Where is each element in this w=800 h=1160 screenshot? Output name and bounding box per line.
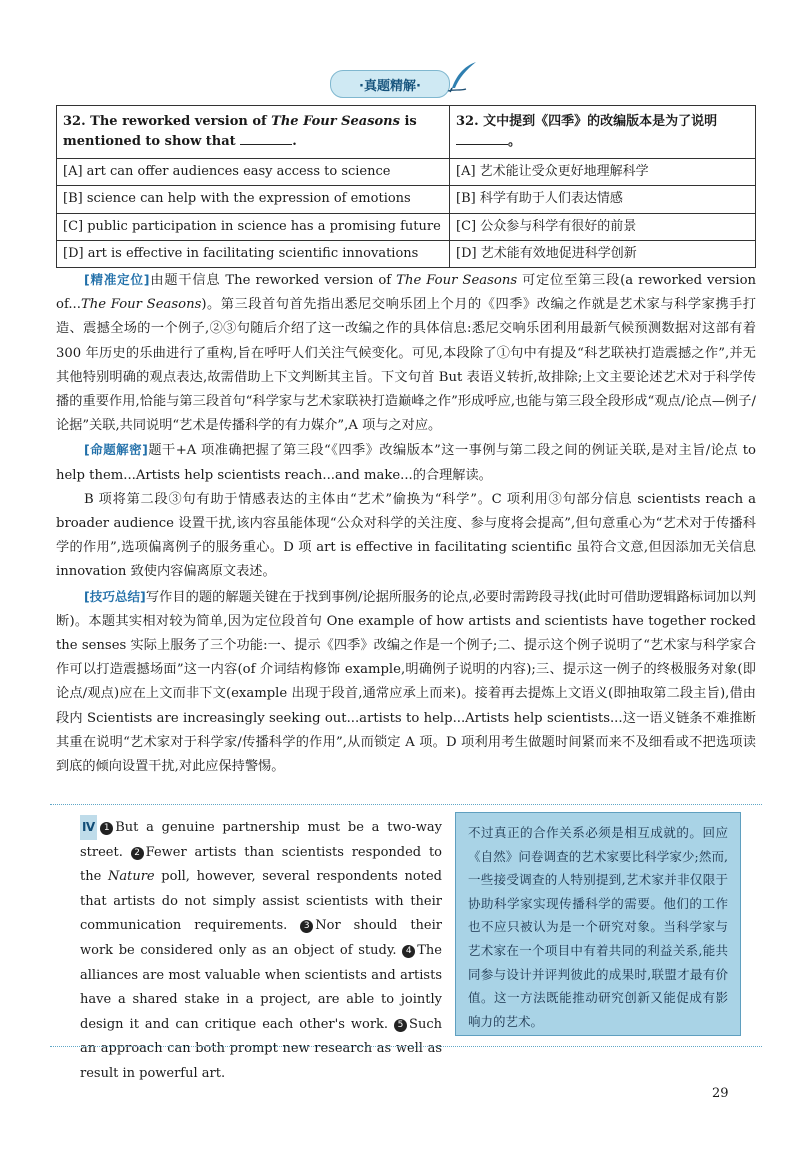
question-stem-row <box>57 106 756 159</box>
answer-analysis <box>56 268 756 779</box>
option-zh: [B] 科学有助于人们表达情感 <box>450 186 756 213</box>
analysis-locate: [精准定位]由题干信息 The reworked version of The Four Seasons 可定位至第三段(a reworked version of...The Four Seasons)。第三段首句首先指出悉尼交响乐团上个月的《四季》改编之作就是艺术家与科学家携手打造、震撼全场的一个例子,②③句随后介绍了这一改编之作的具体信息:悉尼交响乐团利用最新气候预测数据对这部有着 300 年历史的乐曲进行了重构,旨在呼吁人们关注气候变化。可见,本段除了①句中有提及“科艺联袂打造震撼之作”,并无其他特别明确的观点表达,故需借助上下文判断其主旨。下文句首 But 表语义转折,故排除;上文主要论述艺术对于科学传播的重要作用,恰能与第三段首句“科学家与艺术家联袂打造巅峰之作”形成呼应,也能与第三段全段形成“观点/论点—例子/论据”关联,共同说明“艺术是传播科学的有力媒介”,A 项与之对应。 <box>56 272 757 434</box>
question-stem-en: 32. The reworked version of The Four Seasons is mentioned to show that . <box>57 106 450 159</box>
sentence-number: 4 <box>402 945 415 958</box>
option-row-c <box>57 213 756 240</box>
tag-locate: [精准定位] <box>84 272 150 287</box>
sentence-number: 2 <box>131 847 144 860</box>
analysis-distractors: B 项将第二段③句有助于情感表达的主体由“艺术”偷换为“科学”。C 项利用③句部分信息 scientists reach a broader audience 设置干扰,该内容虽能体现“公众对科学的关注度、参与度将会提高”,但句意重心为“艺术对于传播科学的作用”,选项偏离例子的服务重心。D 项 art is effective in facilitating scientific 虽符合文意,但因添加无关信息 innovation 致使内容偏离原文表述。 <box>56 491 757 580</box>
answer-blank <box>456 134 508 145</box>
option-row-d <box>57 240 756 267</box>
option-en: [B] science can help with the expression of emotions <box>57 186 450 213</box>
option-en: [A] art can offer audiences easy access to science <box>57 159 450 186</box>
sentence-number: 3 <box>300 920 313 933</box>
option-zh: [D] 艺术能有效地促进科学创新 <box>450 240 756 267</box>
passage-paragraph: Ⅳ 1 But a genuine partnership must be a two-way street. 2 Fewer artists than scientists responded to the Nature poll, however, several respondents noted that artists do not simply assist scientists with their communication requirements. 3 Nor should their work be considered only as an object of study. 4 The alliances are most valuable when scientists and artists have a shared stake in a project, are able to jointly design it and can critique each other's work. 5 Such an approach can both prompt new research as well as result in powerful art. <box>80 815 442 1087</box>
paragraph-number-badge: Ⅳ <box>80 815 97 840</box>
option-en: [C] public participation in science has a promising future <box>57 213 450 240</box>
option-zh: [A] 艺术能让受众更好地理解科学 <box>450 159 756 186</box>
divider-bottom <box>50 1046 762 1047</box>
sentence-number: 1 <box>100 822 113 835</box>
translation-box: 不过真正的合作关系必须是相互成就的。回应《自然》问卷调查的艺术家要比科学家少;然而,一些接受调查的人特别提到,艺术家并非仅限于协助科学家实现传播科学的需要。他们的工作也不应只被认为是一个研究对象。当科学家与艺术家在一个项目中有着共同的利益关系,能共同参与设计并评判彼此的成果时,联盟才最有价值。这一方法既能推动研究创新又能促成有影响力的艺术。 <box>455 812 741 1036</box>
tag-tips: [技巧总结] <box>84 588 146 604</box>
question-table <box>56 105 756 268</box>
quill-pen-icon <box>446 60 480 94</box>
option-zh: [C] 公众参与科学有很好的前景 <box>450 213 756 240</box>
option-row-b <box>57 186 756 213</box>
option-en: [D] art is effective in facilitating scientific innovations <box>57 240 450 267</box>
section-banner: ·真题精解· <box>330 70 450 98</box>
question-stem-zh: 32. 文中提到《四季》的改编版本是为了说明。 <box>450 106 756 159</box>
answer-blank <box>240 134 292 145</box>
analysis-decode: [命题解密]题干+A 项准确把握了第三段“《四季》改编版本”这一事例与第二段之间的例证关联,是对主旨/论点 to help them...Artists help scientists reach...and make...的合理解读。 <box>56 442 756 483</box>
sentence-number: 5 <box>394 1019 407 1032</box>
option-row-a <box>57 159 756 186</box>
analysis-tips: [技巧总结]写作目的题的解题关键在于找到事例/论据所服务的论点,必要时需跨段寻找(此时可借助逻辑路标词加以判断)。本题其实相对较为简单,因为定位段首句 One example of how artists and scientists have together rocked the senses 实际上服务了三个功能:一、提示《四季》改编之作是一个例子;二、提示这个例子说明了“艺术家与科学家合作可以打造震撼场面”这一内容(of 介词结构修饰 example,明确例子说明的内容);三、提示这一例子的终极服务对象(即论点/观点)应在上文而非下文(example 出现于段首,通常应承上而来)。接着再去提炼上文语义(即抽取第二段主旨),借由段内 Scientists are increasingly seeking out...artists to help...Artists help scientists...这一语义链条不难推断其重在说明“艺术家对于科学家/传播科学的作用”,从而锁定 A 项。D 项利用考生做题时间紧而来不及细看或不把选项读到底的倾向设置干扰,对此应保持警惕。 <box>56 588 756 775</box>
page-number: 29 <box>712 1086 729 1101</box>
divider-top <box>50 804 762 805</box>
tag-decode: [命题解密] <box>84 442 148 458</box>
